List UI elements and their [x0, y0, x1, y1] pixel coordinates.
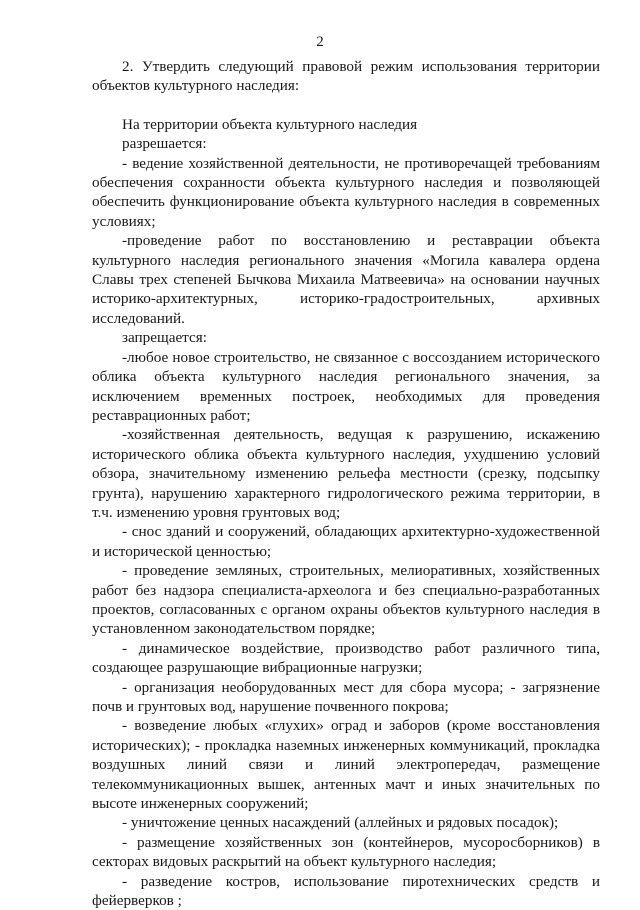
clause-2-heading: 2. Утвердить следующий правовой режим использования территории объектов культурного наследия:	[92, 58, 600, 95]
prohibited-item-fences-communications: - возведение любых «глухих» оград и заборов (кроме восстановления исторических); - прокладка наземных инженерных коммуникаций, прокладка воздушных линий связи и линий электропередач, размещение телекоммуникационных вышек, антенных мачт и иных значительных по высоте инженерных сооружений;	[92, 717, 600, 813]
prohibited-item-garbage: - организация необорудованных мест для сбора мусора; - загрязнение почв и грунтовых вод, нарушение почвенного покрова;	[92, 678, 600, 715]
allowed-item-economic-activity: - ведение хозяйственной деятельности, не противоречащей требованиям обеспечения сохранности объекта культурного наследия и позволяющей обеспечить функционирование объекта культурного наследия в современных условиях;	[92, 154, 600, 230]
allowed-item-restoration: -проведение работ по восстановлению и реставрации объекта культурного наследия регионального значения «Могила кавалера ордена Славы трех степеней Бычкова Михаила Матвеевича» на основании научных историко-архитектурных, историко-градостроительных, архивных исследований.	[92, 232, 600, 327]
prohibited-item-plantings: - уничтожение ценных насаждений (аллейных и рядовых посадок);	[122, 814, 559, 832]
prohibited-item-economic-activity: -хозяйственная деятельность, ведущая к разрушению, искажению исторического облика объекта культурного наследия, ухудшению условий обзора, значительному изменению рельефа местности (срезку, подсыпку грунта), нарушению характерного гидрологического режима территории, в т.ч. изменению уровня грунтовых вод;	[92, 426, 600, 521]
prohibited-item-demolition: - снос зданий и сооружений, обладающих архитектурно-художественной и исторической ценностью;	[92, 523, 600, 560]
prohibited-item-dynamic-impact: - динамическое воздействие, производство работ различного типа, создающее разрушающие вибрационные нагрузки;	[92, 639, 600, 677]
page-number: 2	[316, 34, 324, 50]
territory-heading: На территории объекта культурного наследия	[122, 115, 418, 133]
prohibited-item-earthworks: - проведение земляных, строительных, мелиоративных, хозяйственных работ без надзора специалиста-археолога и без специально-разработанных проектов, согласованных с органом охраны объектов культурного наследия в установленном законодательством порядке;	[92, 562, 600, 638]
prohibited-heading: запрещается:	[122, 329, 207, 347]
allowed-heading: разрешается:	[122, 135, 207, 153]
prohibited-item-utility-zones: - размещение хозяйственных зон (контейнеров, мусоросборников) в секторах видовых раскрытий на объект культурного наследия;	[92, 833, 600, 871]
document-body	[92, 57, 600, 910]
prohibited-item-construction: -любое новое строительство, не связанное с воссозданием исторического облика объекта культурного наследия регионального значения, за исключением временных построек, необходимых для проведения реставрационных работ;	[92, 348, 600, 424]
prohibited-item-fires: - разведение костров, использование пиротехнических средств и фейерверков ;	[92, 872, 600, 910]
